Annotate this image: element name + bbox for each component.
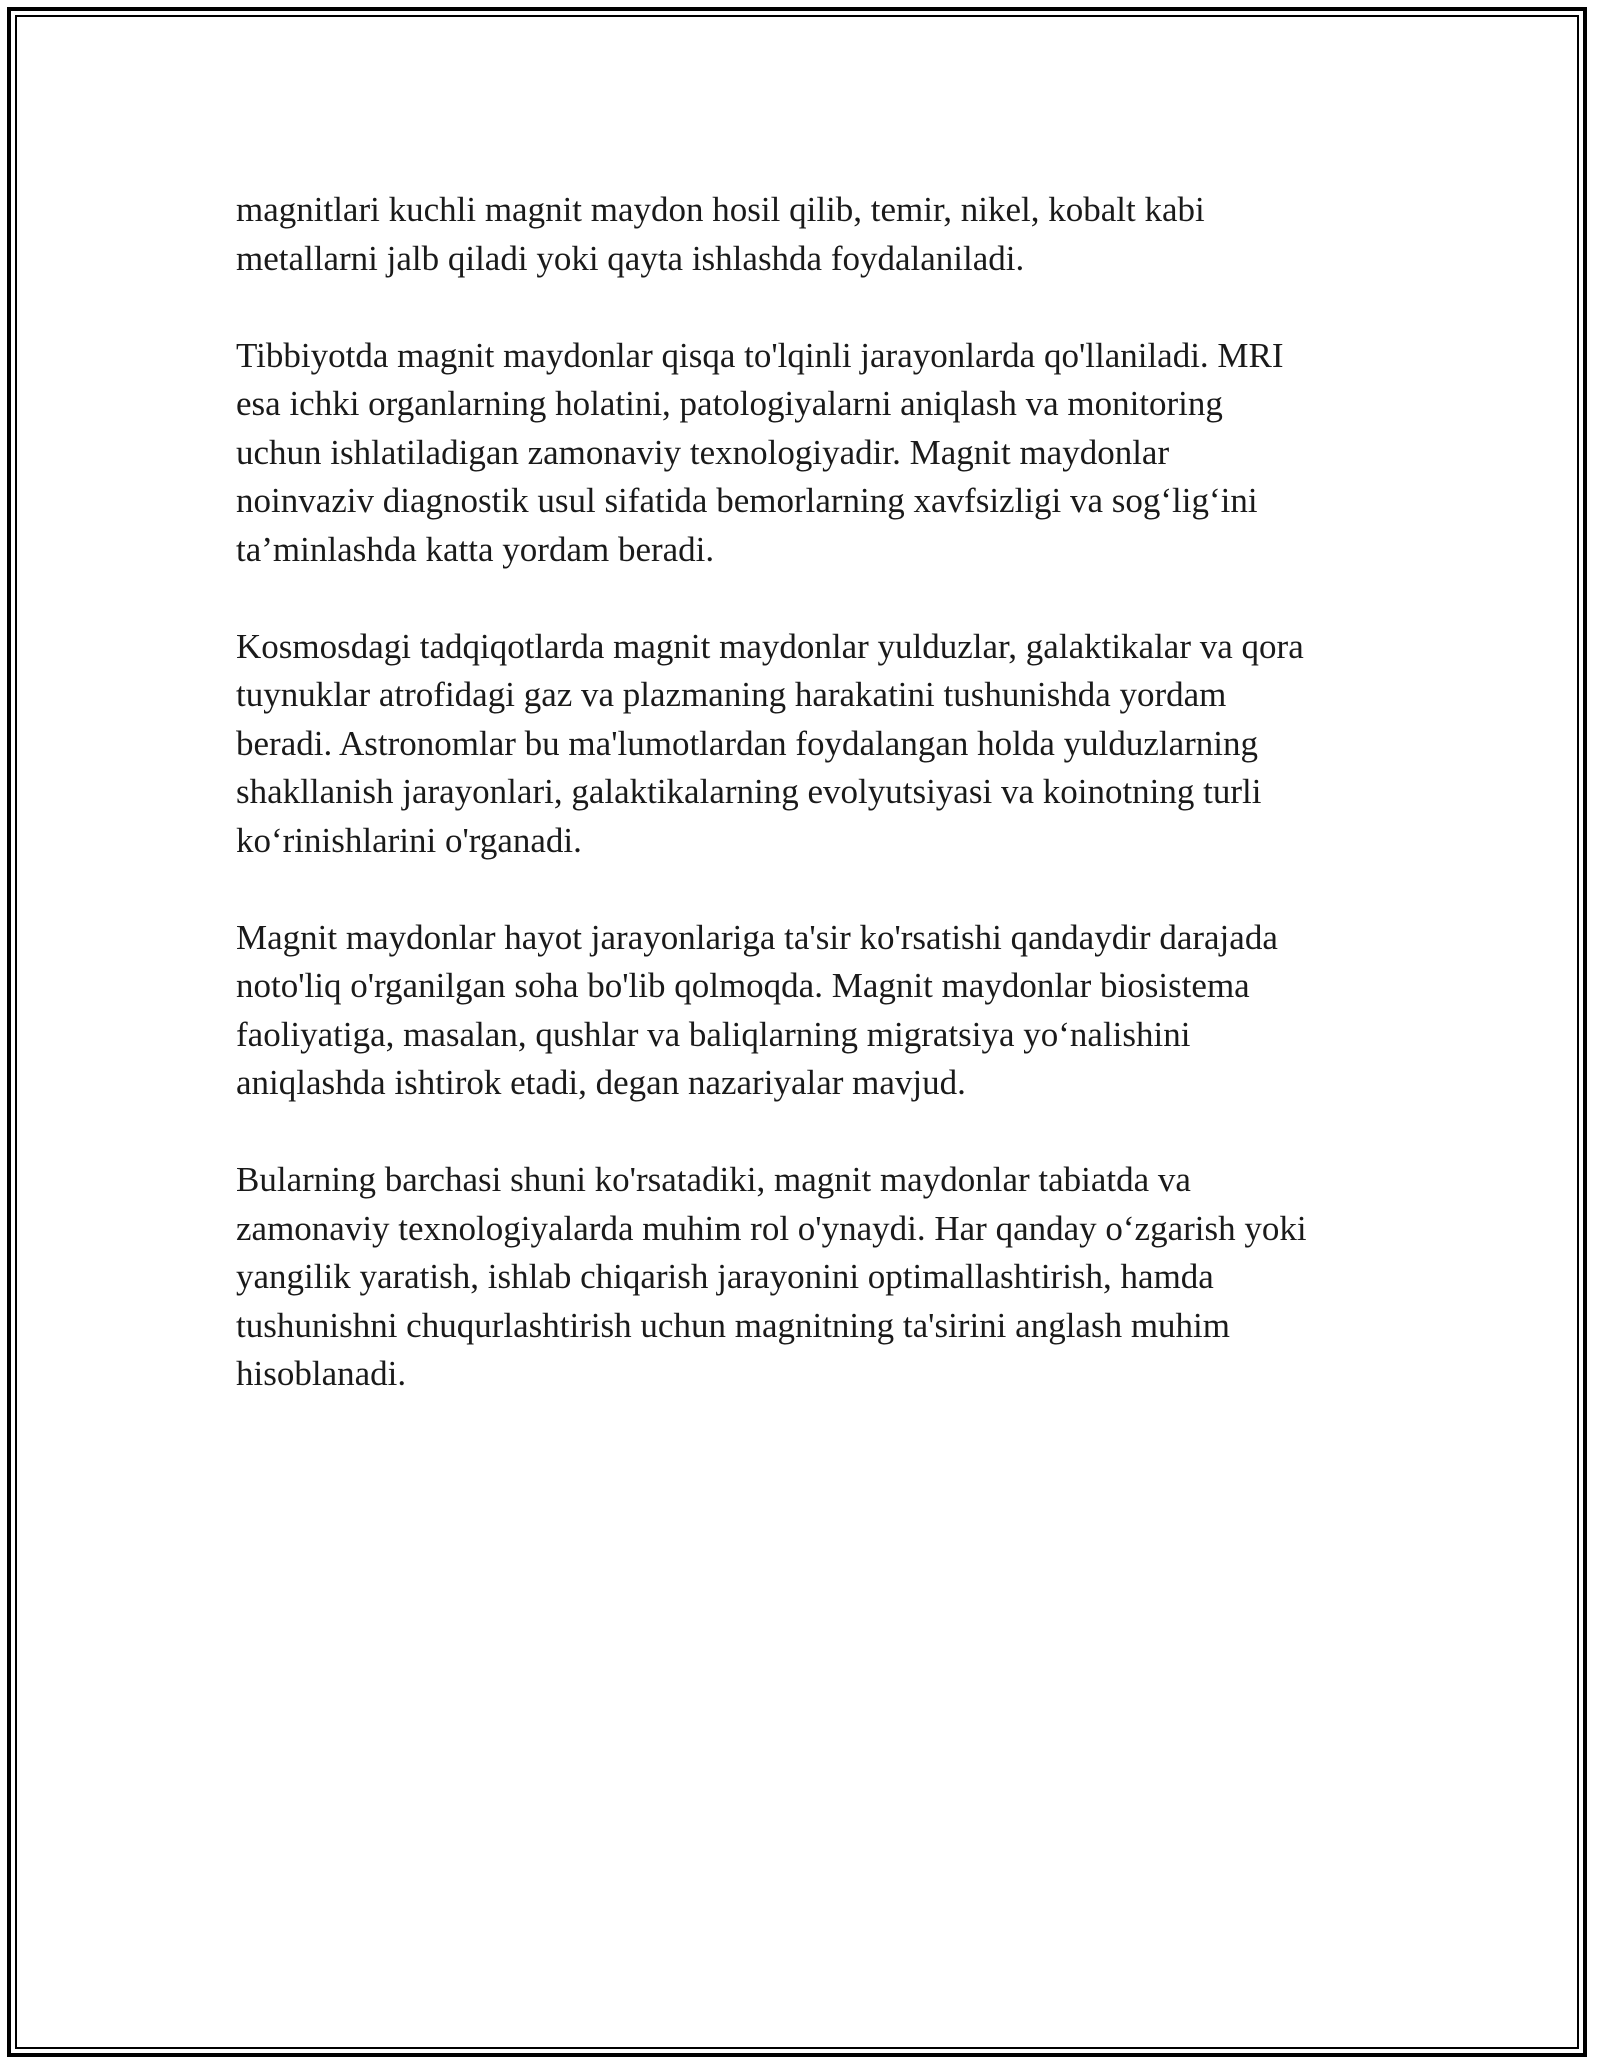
text-line: ta’minlashda katta yordam beradi. (236, 529, 715, 569)
text-line: tushunishni chuqurlashtirish uchun magnitning ta'sirini anglash muhim (236, 1305, 1230, 1345)
paragraph-magnets-industry (236, 186, 1386, 283)
text-line: metallarni jalb qiladi yoki qayta ishlashda foydalaniladi. (236, 238, 1025, 278)
paragraph-space-research (236, 623, 1386, 866)
text-line: esa ichki organlarning holatini, patologiyalarni aniqlash va monitoring (236, 384, 1223, 423)
text-line: Kosmosdagi tadqiqotlarda magnit maydonlar yulduzlar, galaktikalar va qora (236, 626, 1304, 666)
text-line: Bularning barchasi shuni ko'rsatadiki, magnit maydonlar tabiatda va (236, 1160, 1191, 1199)
text-line: zamonaviy texnologiyalarda muhim rol o'ynaydi. Har qanday o‘zgarish yoki (236, 1208, 1307, 1248)
text-line: aniqlashda ishtirok etadi, degan nazariyalar mavjud. (236, 1063, 966, 1102)
text-line: noto'liq o'rganilgan soha bo'lib qolmoqda. Magnit maydonlar biosistema (236, 966, 1250, 1005)
paragraph-medicine (236, 332, 1386, 575)
text-line: tuynuklar atrofidagi gaz va plazmaning harakatini tushunishda yordam (236, 675, 1227, 714)
text-line: uchun ishlatiladigan zamonaviy texnologiyadir. Magnit maydonlar (236, 432, 1170, 472)
text-line: Magnit maydonlar hayot jarayonlariga ta'sir ko'rsatishi qandaydir darajada (236, 917, 1278, 957)
document-body (236, 186, 1386, 1447)
text-line: Tibbiyotda magnit maydonlar qisqa to'lqinli jarayonlarda qo'llaniladi. MRI (236, 335, 1284, 375)
text-line: faoliyatiga, masalan, qushlar va baliqlarning migratsiya yo‘nalishini (236, 1014, 1191, 1054)
paragraph-conclusion (236, 1156, 1386, 1399)
paragraph-biology (236, 914, 1386, 1108)
text-line: magnitlari kuchli magnit maydon hosil qilib, temir, nikel, kobalt kabi (236, 190, 1205, 229)
text-line: shakllanish jarayonlari, galaktikalarning evolyutsiyasi va koinotning turli (236, 772, 1262, 811)
text-line: hisoblanadi. (236, 1354, 407, 1393)
text-line: yangilik yaratish, ishlab chiqarish jarayonini optimallashtirish, hamda (236, 1257, 1214, 1296)
text-line: beradi. Astronomlar bu ma'lumotlardan foydalangan holda yulduzlarning (236, 723, 1259, 763)
text-line: ko‘rinishlarini o'rganadi. (236, 820, 582, 860)
text-line: noinvaziv diagnostik usul sifatida bemorlarning xavfsizligi va sog‘lig‘ini (236, 481, 1258, 520)
